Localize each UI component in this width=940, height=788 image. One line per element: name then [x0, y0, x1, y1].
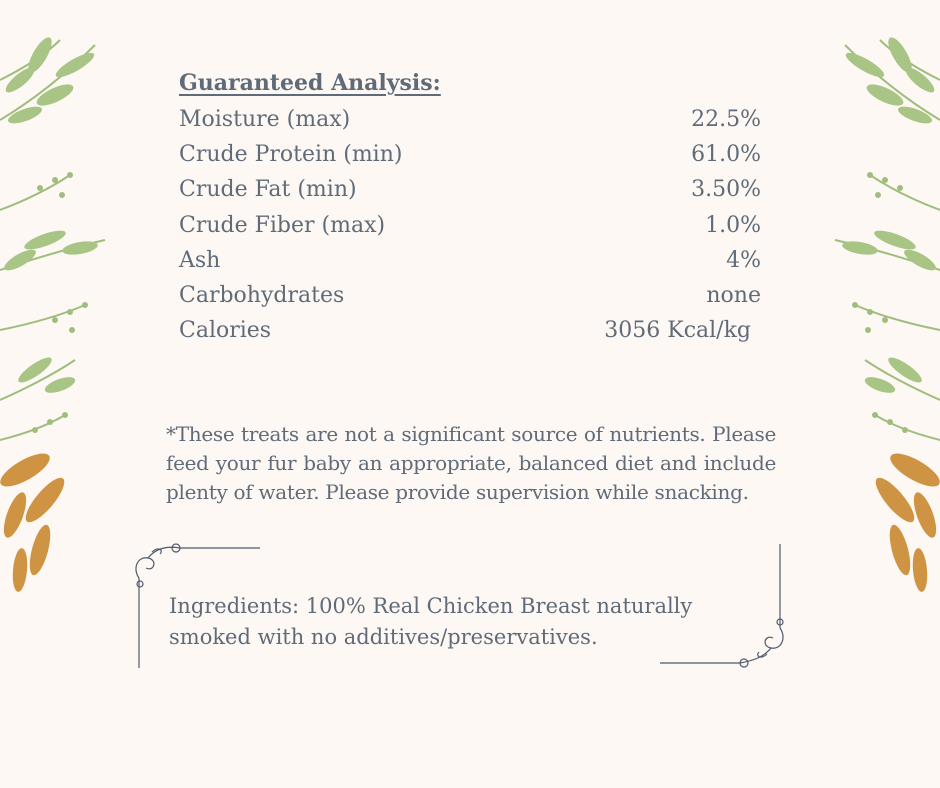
row-label: Ash	[179, 247, 221, 273]
row-label: Crude Protein (min)	[179, 142, 403, 168]
guaranteed-analysis	[179, 66, 761, 348]
row-value: 4%	[726, 247, 761, 273]
frame-corner-icon	[655, 540, 790, 668]
row-label: Moisture (max)	[179, 107, 351, 132]
foliage-right-icon	[820, 20, 940, 600]
row-value: 22.5%	[691, 107, 761, 132]
analysis-row-ash	[179, 243, 761, 278]
ingredients-text: Ingredients: 100% Real Chicken Breast naturally smoked with no additives/preservatives.	[169, 594, 693, 649]
row-value: 61.0%	[691, 142, 761, 168]
analysis-title: Guaranteed Analysis:	[179, 70, 441, 96]
analysis-row-carbohydrates	[179, 278, 761, 313]
row-value: none	[706, 283, 761, 309]
foliage-left-icon	[0, 20, 120, 600]
analysis-row-protein	[179, 137, 761, 172]
analysis-row-moisture	[179, 102, 761, 137]
analysis-row-calories	[179, 313, 761, 348]
analysis-row-fat	[179, 172, 761, 207]
row-value: 3.50%	[691, 177, 761, 203]
disclaimer-text: *These treats are not a significant source of nutrients. Please feed your fur baby an appropriate, balanced diet and include plenty of water. Please provide supervision while snacking.	[166, 422, 776, 504]
row-label: Carbohydrates	[179, 283, 345, 309]
row-label: Calories	[179, 318, 272, 344]
row-value: 3056 Kcal/kg	[604, 318, 751, 344]
row-label: Crude Fiber (max)	[179, 212, 386, 238]
row-value: 1.0%	[705, 212, 761, 238]
row-label: Crude Fat (min)	[179, 177, 357, 203]
analysis-row-fiber	[179, 208, 761, 243]
